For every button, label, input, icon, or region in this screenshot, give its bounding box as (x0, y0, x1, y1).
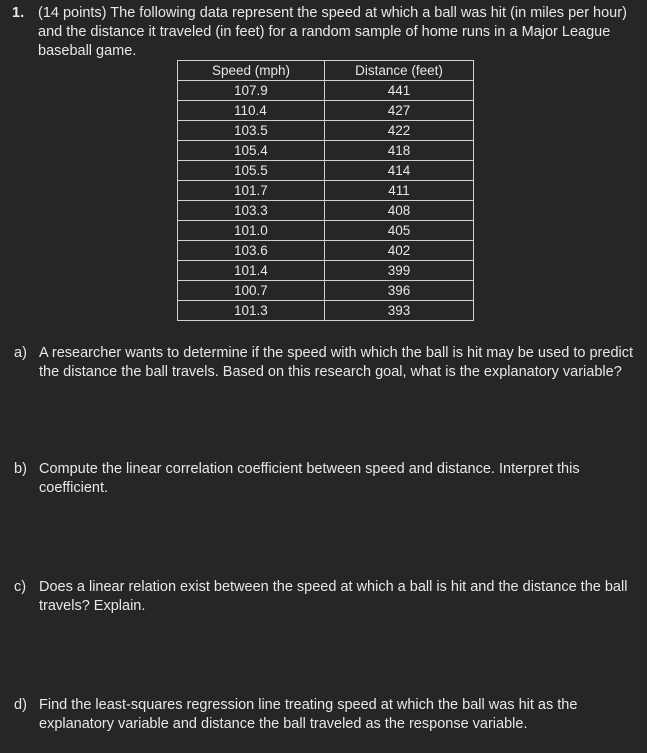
table-row (178, 181, 474, 201)
distance-cell: 405 (325, 221, 474, 241)
speed-cell: 101.0 (178, 221, 325, 241)
speed-cell: 103.5 (178, 121, 325, 141)
distance-cell: 396 (325, 281, 474, 301)
table-row (178, 301, 474, 321)
question-intro: (14 points) The following data represent the speed at which a ball was hit (in miles per hour) and the distance it traveled (in feet) for a random sample of home runs in a Major League baseball game. (38, 5, 627, 59)
speed-cell: 107.9 (178, 81, 325, 101)
table-row (178, 201, 474, 221)
table-row (178, 281, 474, 301)
header-speed: Speed (mph) (178, 61, 325, 81)
speed-cell: 101.3 (178, 301, 325, 321)
speed-cell: 105.4 (178, 141, 325, 161)
speed-cell: 100.7 (178, 281, 325, 301)
table-row (178, 121, 474, 141)
distance-cell: 441 (325, 81, 474, 101)
table-header-row (178, 61, 474, 81)
table-row (178, 141, 474, 161)
part-c-text: Does a linear relation exist between the speed at which a ball is hit and the distance the ball travels? Explain. (39, 579, 628, 614)
distance-cell: 422 (325, 121, 474, 141)
part-b-text: Compute the linear correlation coefficient between speed and distance. Interpret this coefficient. (39, 461, 580, 496)
distance-cell: 411 (325, 181, 474, 201)
speed-cell: 103.6 (178, 241, 325, 261)
part-a-label: a) (14, 345, 27, 361)
part-c-label: c) (14, 579, 27, 595)
table-row (178, 81, 474, 101)
part-d-text: Find the least-squares regression line treating speed at which the ball was hit as the explanatory variable and distance the ball traveled as the response variable. (39, 697, 578, 732)
part-a-text: A researcher wants to determine if the speed with which the ball is hit may be used to predict the distance the ball travels. Based on this research goal, what is the explanatory variable? (39, 345, 634, 380)
part-d-label: d) (14, 697, 27, 713)
distance-cell: 414 (325, 161, 474, 181)
speed-cell: 101.4 (178, 261, 325, 281)
distance-cell: 399 (325, 261, 474, 281)
speed-cell: 103.3 (178, 201, 325, 221)
distance-cell: 418 (325, 141, 474, 161)
table-row (178, 221, 474, 241)
question-number: 1. (12, 5, 25, 21)
part-b-label: b) (14, 461, 27, 477)
table-row (178, 101, 474, 121)
distance-cell: 402 (325, 241, 474, 261)
part-a (14, 344, 639, 382)
speed-cell: 105.5 (178, 161, 325, 181)
distance-cell: 427 (325, 101, 474, 121)
distance-cell: 408 (325, 201, 474, 221)
speed-cell: 110.4 (178, 101, 325, 121)
data-table (177, 60, 474, 321)
speed-cell: 101.7 (178, 181, 325, 201)
part-d (14, 696, 639, 734)
part-b (14, 460, 639, 498)
table-row (178, 261, 474, 281)
table-row (178, 161, 474, 181)
table-row (178, 241, 474, 261)
distance-cell: 393 (325, 301, 474, 321)
part-c (14, 578, 639, 616)
header-distance: Distance (feet) (325, 61, 474, 81)
